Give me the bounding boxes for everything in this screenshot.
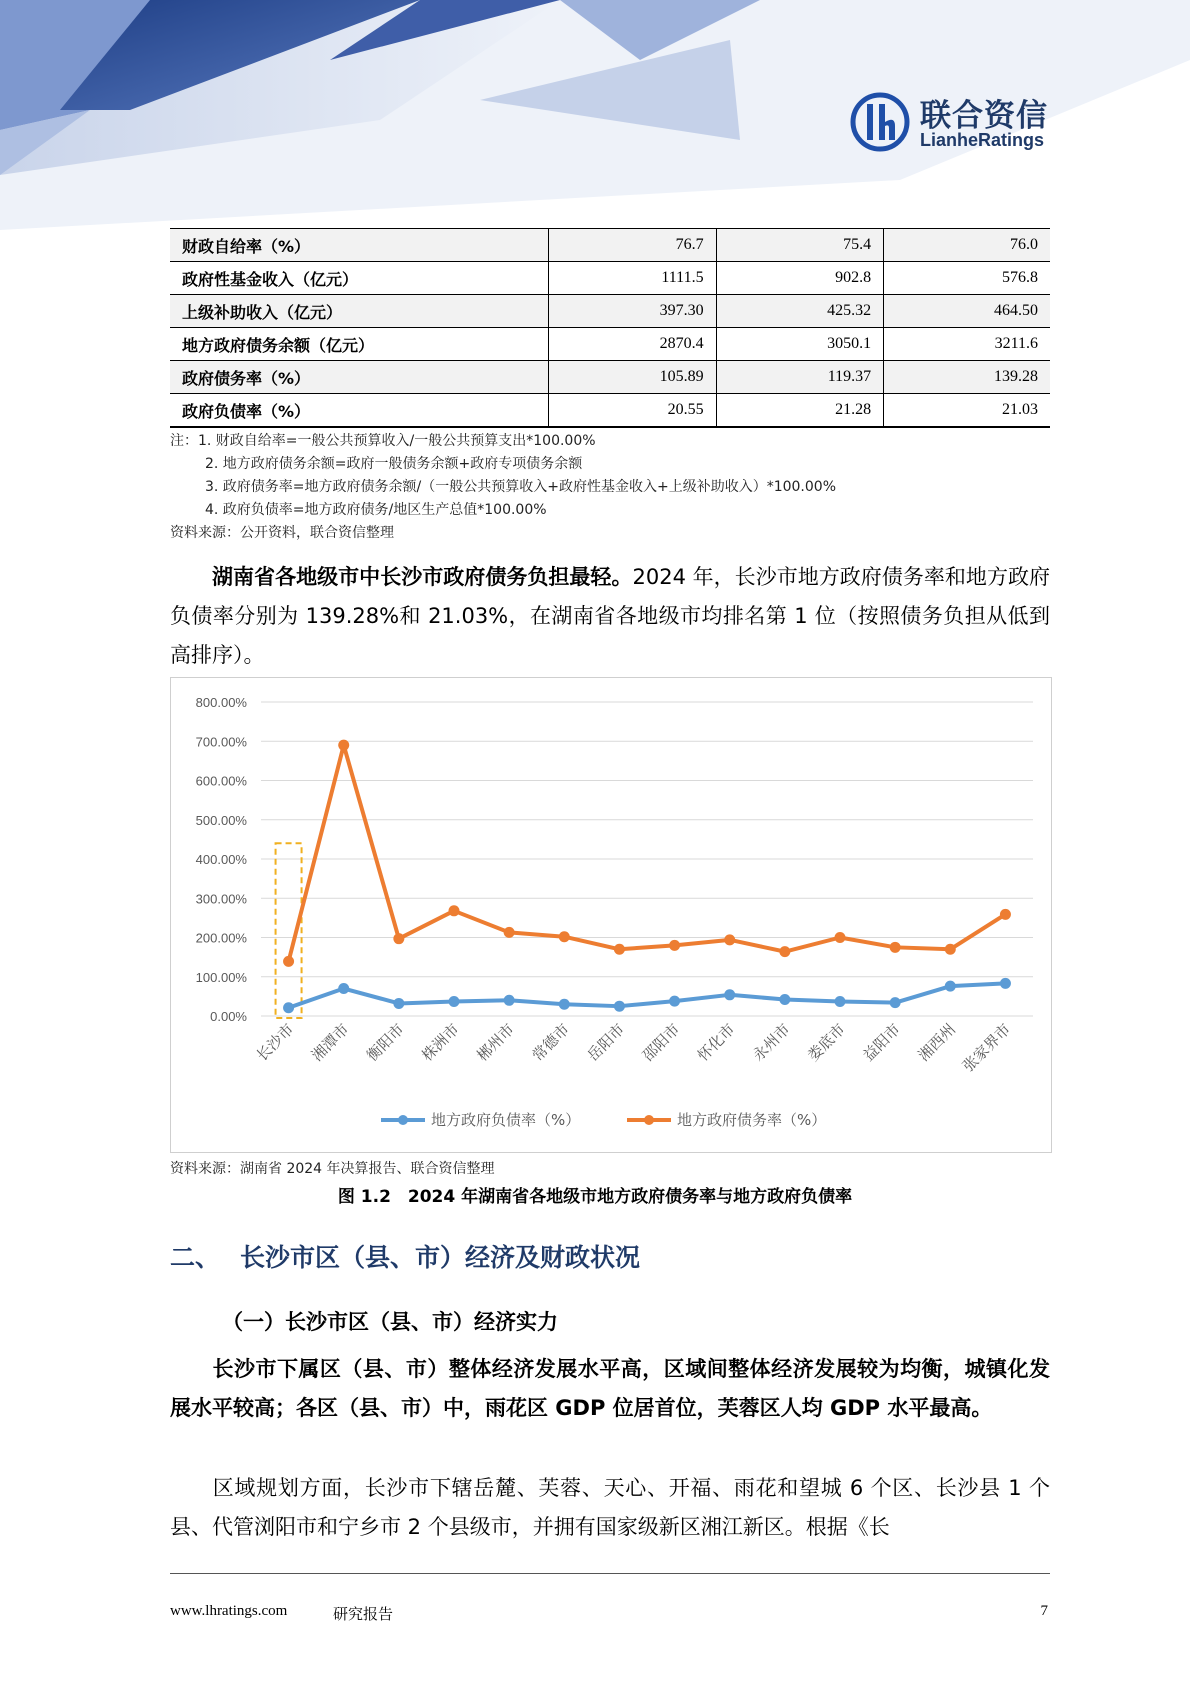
table-row <box>170 394 1050 428</box>
x-tick-label: 永州市 <box>749 1020 794 1065</box>
table-row <box>170 295 1050 328</box>
page-number: 7 <box>1040 1603 1048 1619</box>
data-point <box>559 931 570 942</box>
chart-source: 资料来源：湖南省 2024 年决算报告、联合资信整理 <box>170 1161 495 1177</box>
row-label: 政府债务率（%） <box>170 361 549 394</box>
y-tick-label: 800.00% <box>195 695 247 710</box>
y-tick-label: 700.00% <box>195 734 247 750</box>
data-point <box>504 927 515 938</box>
row-label: 地方政府债务余额（亿元） <box>170 328 549 361</box>
legend-marker <box>644 1115 654 1125</box>
y-tick-label: 300.00% <box>195 891 247 907</box>
y-tick-label: 100.00% <box>195 969 247 985</box>
y-tick-label: 200.00% <box>195 930 247 946</box>
data-point <box>338 740 349 751</box>
table-row <box>170 262 1050 295</box>
x-tick-label: 张家界市 <box>959 1020 1015 1076</box>
x-tick-label: 益阳市 <box>859 1020 904 1065</box>
data-point <box>283 1002 294 1013</box>
note-4: 4. 政府负债率=地方政府债务/地区生产总值*100.00% <box>205 502 547 518</box>
x-tick-label: 娄底市 <box>804 1020 849 1065</box>
table-row <box>170 229 1050 262</box>
footer-url[interactable]: www.lhratings.com <box>170 1603 288 1619</box>
row-label: 上级补助收入（亿元） <box>170 295 549 328</box>
x-tick-label: 湘西州 <box>914 1020 960 1065</box>
row-value: 21.03 <box>884 394 1050 428</box>
paragraph-economy-summary <box>170 1350 1050 1428</box>
section-heading <box>170 1238 640 1274</box>
row-value: 139.28 <box>884 361 1050 394</box>
row-value: 576.8 <box>884 262 1050 295</box>
footer-label: 研究报告 <box>333 1605 394 1623</box>
data-point <box>890 942 901 953</box>
x-tick-label: 邵阳市 <box>638 1020 684 1065</box>
paragraph-debt-burden <box>170 558 1050 675</box>
row-value: 76.7 <box>549 229 717 262</box>
data-point <box>724 989 735 1000</box>
chart-canvas <box>171 678 1051 1152</box>
section-number: 二、 <box>170 1243 221 1272</box>
x-tick-label: 常德市 <box>528 1020 574 1065</box>
note-2: 2. 地方政府债务余额=政府一般债务余额+政府专项债务余额 <box>205 456 583 472</box>
row-value: 76.0 <box>884 229 1050 262</box>
x-tick-label: 长沙市 <box>252 1020 298 1065</box>
subsection-heading: （一）长沙市区（县、市）经济实力 <box>222 1310 558 1334</box>
data-point <box>945 981 956 992</box>
footer-divider <box>170 1573 1050 1574</box>
table-notes <box>170 430 836 545</box>
section-title: 长沙市区（县、市）经济及财政状况 <box>240 1243 641 1272</box>
note-3: 3. 政府债务率=地方政府债务余额/（一般公共预算收入+政府性基金收入+上级补助收入）*100.00% <box>205 479 837 495</box>
row-value: 397.30 <box>549 295 717 328</box>
data-point <box>724 934 735 945</box>
legend-label: 地方政府负债率（%） <box>431 1111 581 1129</box>
figure-caption: 图 1.2 2024 年湖南省各地级市地方政府债务率与地方政府负债率 <box>337 1187 853 1207</box>
data-point <box>779 946 790 957</box>
lianhe-logo-icon <box>850 92 910 152</box>
row-value: 3050.1 <box>716 328 884 361</box>
y-tick-label: 400.00% <box>195 852 247 867</box>
x-tick-label: 岳阳市 <box>583 1020 629 1065</box>
data-point <box>449 905 460 916</box>
fiscal-table <box>170 228 1050 428</box>
data-point <box>338 983 349 994</box>
row-label: 财政自给率（%） <box>170 229 549 262</box>
row-value: 425.32 <box>716 295 884 328</box>
row-label: 政府负债率（%） <box>170 394 549 428</box>
data-point <box>614 1001 625 1012</box>
x-tick-label: 衡阳市 <box>363 1020 408 1065</box>
y-tick-label: 0.00% <box>210 1009 247 1024</box>
debt-ratio-chart <box>170 677 1052 1153</box>
paragraph-regional-planning <box>170 1469 1050 1547</box>
data-point <box>835 996 846 1007</box>
y-tick-label: 600.00% <box>195 773 247 789</box>
data-point <box>393 933 404 944</box>
row-value: 3211.6 <box>884 328 1050 361</box>
table-row <box>170 328 1050 361</box>
note-1: 注：1. 财政自给率=一般公共预算收入/一般公共预算支出*100.00% <box>170 433 596 449</box>
table-source: 资料来源：公开资料，联合资信整理 <box>170 525 394 541</box>
x-tick-label: 怀化市 <box>693 1020 739 1065</box>
data-point <box>779 994 790 1005</box>
data-point <box>890 997 901 1008</box>
data-point <box>559 999 570 1010</box>
data-point <box>449 996 460 1007</box>
data-point <box>1000 978 1011 989</box>
legend-label: 地方政府债务率（%） <box>677 1111 827 1129</box>
row-value: 119.37 <box>716 361 884 394</box>
data-point <box>504 995 515 1006</box>
table-row <box>170 361 1050 394</box>
data-point <box>669 940 680 951</box>
paragraph-lead: 湖南省各地级市中长沙市政府债务负担最轻。 <box>212 565 633 589</box>
row-label: 政府性基金收入（亿元） <box>170 262 549 295</box>
data-point <box>283 956 294 967</box>
x-tick-label: 湘潭市 <box>307 1020 353 1065</box>
paragraph-economy-text: 长沙市下属区（县、市）整体经济发展水平高，区域间整体经济发展较为均衡，城镇化发展水平较高；各区（县、市）中，雨花区 GDP 位居首位，芙蓉区人均 GDP 水平最高。 <box>170 1357 1050 1420</box>
x-tick-label: 郴州市 <box>473 1020 518 1065</box>
legend-marker <box>398 1115 408 1125</box>
series-line-1 <box>289 745 1006 961</box>
brand-name-en: LianheRatings <box>920 130 1045 150</box>
data-point <box>945 944 956 955</box>
row-value: 21.28 <box>716 394 884 428</box>
data-point <box>393 998 404 1009</box>
row-value: 105.89 <box>549 361 717 394</box>
data-point <box>669 996 680 1007</box>
row-value: 464.50 <box>884 295 1050 328</box>
brand-name-cn: 联合资信 <box>920 98 1048 134</box>
row-value: 902.8 <box>716 262 884 295</box>
paragraph-body: 2024 年，长沙市地方政府债务率和地方政府负债率分别为 139.28%和 21.03%，在湖南省各地级市均排名第 1 位（按照债务负担从低到高排序）。 <box>170 565 1050 667</box>
data-point <box>835 932 846 943</box>
data-point <box>1000 909 1011 920</box>
data-point <box>614 944 625 955</box>
row-value: 75.4 <box>716 229 884 262</box>
row-value: 1111.5 <box>549 262 717 295</box>
paragraph-planning-text: 区域规划方面，长沙市下辖岳麓、芙蓉、天心、开福、雨花和望城 6 个区、长沙县 1 个县、代管浏阳市和宁乡市 2 个县级市，并拥有国家级新区湘江新区。根据《长 <box>170 1476 1050 1539</box>
row-value: 20.55 <box>549 394 717 428</box>
y-tick-label: 500.00% <box>195 812 247 828</box>
x-tick-label: 株洲市 <box>418 1020 463 1065</box>
row-value: 2870.4 <box>549 328 717 361</box>
